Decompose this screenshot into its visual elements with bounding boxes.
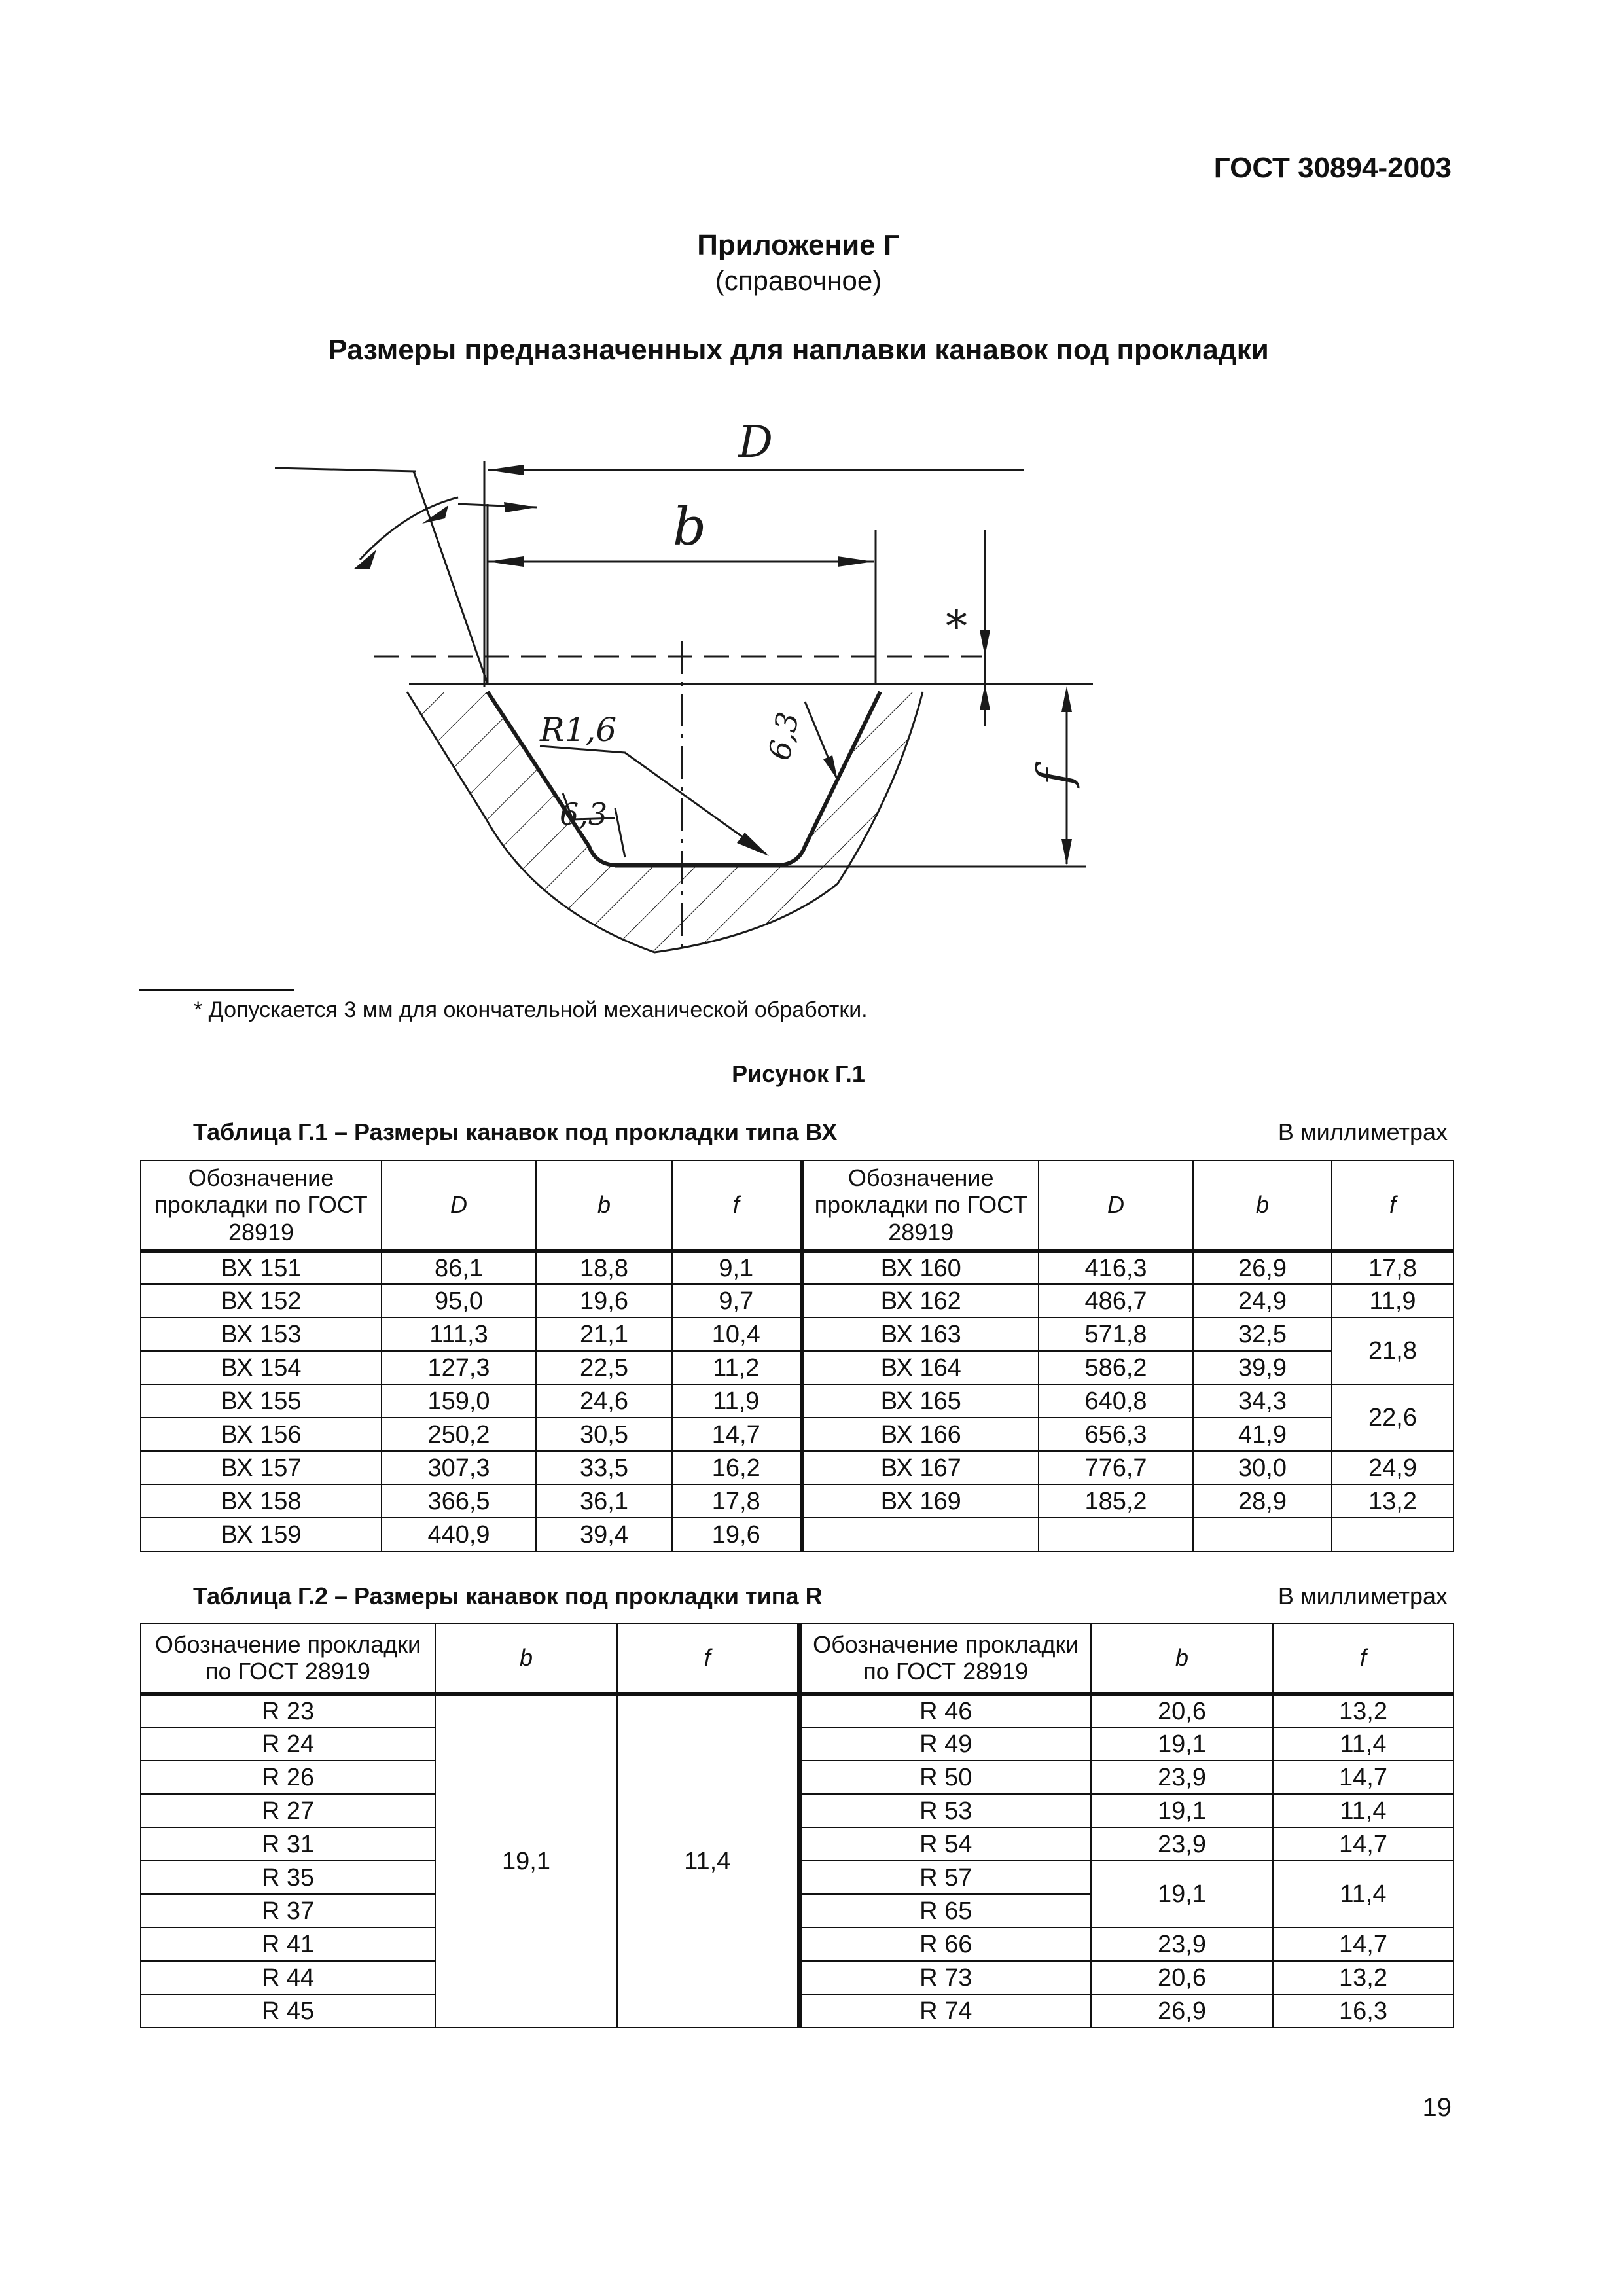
table-cell: 33,5 — [536, 1451, 672, 1484]
table-cell: 571,8 — [1039, 1318, 1193, 1351]
table1-header-d-left: D — [382, 1160, 536, 1251]
table1-header-f-right: f — [1332, 1160, 1454, 1251]
table-cell: 776,7 — [1039, 1451, 1193, 1484]
table-cell: R 50 — [799, 1761, 1091, 1794]
roughness-arrow-right — [823, 755, 838, 780]
table-cell: ВХ 155 — [141, 1384, 382, 1418]
table-cell: 185,2 — [1039, 1484, 1193, 1518]
table-cell: 17,8 — [1332, 1251, 1454, 1284]
table-cell: ВХ 156 — [141, 1418, 382, 1451]
table-cell: 307,3 — [382, 1451, 536, 1484]
table-cell: 17,8 — [672, 1484, 802, 1518]
table-cell: 36,1 — [536, 1484, 672, 1518]
label-star: * — [946, 601, 967, 652]
table-cell: ВХ 163 — [802, 1318, 1039, 1351]
table-cell: 11,9 — [672, 1384, 802, 1418]
table-cell: ВХ 158 — [141, 1484, 382, 1518]
table-cell: ВХ 165 — [802, 1384, 1039, 1418]
table-cell: 23,9 — [1091, 1827, 1273, 1861]
table-cell: 159,0 — [382, 1384, 536, 1418]
table-cell: R 31 — [141, 1827, 435, 1861]
table-row — [141, 1418, 1454, 1451]
table-row — [141, 1384, 1454, 1418]
table-cell — [1193, 1518, 1332, 1551]
table-cell — [1039, 1518, 1193, 1551]
label-b: b — [673, 496, 707, 557]
table-cell-merged: 11,4 — [617, 1694, 799, 2028]
table2-caption: Таблица Г.2 – Размеры канавок под прокладки типа R — [193, 1583, 823, 1609]
label-roughness-right: 6,3 — [761, 709, 806, 764]
table-cell: 10,4 — [672, 1318, 802, 1351]
table-cell: 14,7 — [1273, 1827, 1454, 1861]
figure-caption: Рисунок Г.1 — [732, 1060, 865, 1087]
table1-header-b-left: b — [536, 1160, 672, 1251]
table-cell: ВХ 157 — [141, 1451, 382, 1484]
table-cell: 127,3 — [382, 1351, 536, 1384]
table-cell: 22,5 — [536, 1351, 672, 1384]
table-cell: 11,2 — [672, 1351, 802, 1384]
table-cell: ВХ 166 — [802, 1418, 1039, 1451]
table-cell: R 54 — [799, 1827, 1091, 1861]
table-cell: R 73 — [799, 1961, 1091, 1994]
table2-header-designation-left: Обозначение прокладки по ГОСТ 28919 — [141, 1623, 435, 1694]
table2-header-b-right: b — [1091, 1623, 1273, 1694]
star-arrow-top — [980, 630, 990, 656]
table-cell: 486,7 — [1039, 1284, 1193, 1318]
table-cell: ВХ 164 — [802, 1351, 1039, 1384]
arc-arrow — [353, 550, 376, 569]
table-cell-merged: 22,6 — [1332, 1384, 1454, 1451]
table-cell: R 53 — [799, 1794, 1091, 1827]
table-cell-merged: 21,8 — [1332, 1318, 1454, 1384]
standard-code: ГОСТ 30894-2003 — [1213, 152, 1452, 184]
table-cell: 86,1 — [382, 1251, 536, 1284]
table-cell: 9,1 — [672, 1251, 802, 1284]
table-cell: 366,5 — [382, 1484, 536, 1518]
label-d: D — [738, 417, 773, 467]
table-cell: 41,9 — [1193, 1418, 1332, 1451]
table-cell: R 46 — [799, 1694, 1091, 1727]
table-cell: 19,6 — [536, 1284, 672, 1318]
table-cell: ВХ 160 — [802, 1251, 1039, 1284]
table-cell: 11,4 — [1273, 1794, 1454, 1827]
table-cell: 24,6 — [536, 1384, 672, 1418]
footnote: * Допускается 3 мм для окончательной механической обработки. — [194, 997, 868, 1022]
table-cell: 26,9 — [1091, 1994, 1273, 2028]
table-cell: 19,1 — [1091, 1794, 1273, 1827]
table2-units: В миллиметрах — [1277, 1583, 1448, 1609]
table-cell: R 23 — [141, 1694, 435, 1727]
table-cell: 39,9 — [1193, 1351, 1332, 1384]
table-cell: ВХ 154 — [141, 1351, 382, 1384]
page-heading: Размеры предназначенных для наплавки канавок под прокладки — [328, 334, 1269, 366]
table-cell: ВХ 152 — [141, 1284, 382, 1318]
table-cell-merged: 19,1 — [1091, 1861, 1273, 1928]
table2-header-row — [141, 1623, 1454, 1694]
table-cell: R 44 — [141, 1961, 435, 1994]
table-cell: 24,9 — [1193, 1284, 1332, 1318]
table-cell: 13,2 — [1273, 1694, 1454, 1727]
table1-header-designation-left: Обозначение прокладки по ГОСТ 28919 — [141, 1160, 382, 1251]
table-cell: 95,0 — [382, 1284, 536, 1318]
table-cell — [1332, 1518, 1454, 1551]
table-cell: 16,2 — [672, 1451, 802, 1484]
table-cell: R 35 — [141, 1861, 435, 1894]
table-cell: R 74 — [799, 1994, 1091, 2028]
table-row — [141, 1251, 1454, 1284]
arc-line — [360, 497, 458, 560]
table-cell: 19,6 — [672, 1518, 802, 1551]
table-cell: 14,7 — [1273, 1928, 1454, 1961]
table-row — [141, 1484, 1454, 1518]
table-cell: R 41 — [141, 1928, 435, 1961]
table-cell: 416,3 — [1039, 1251, 1193, 1284]
table-r-grooves — [140, 1623, 1454, 2028]
table-row — [141, 1318, 1454, 1351]
label-r16: R1,6 — [540, 711, 617, 749]
table-cell: 24,9 — [1332, 1451, 1454, 1484]
table-cell: R 66 — [799, 1928, 1091, 1961]
table1-caption: Таблица Г.1 – Размеры канавок под прокладки типа ВХ — [193, 1119, 838, 1145]
f-arrow-top — [1061, 686, 1072, 712]
table-cell: 28,9 — [1193, 1484, 1332, 1518]
table-cell: 39,4 — [536, 1518, 672, 1551]
label-f: f — [1027, 768, 1081, 785]
table-cell: R 49 — [799, 1727, 1091, 1761]
table1-header-row — [141, 1160, 1454, 1251]
d-arrow — [488, 465, 524, 475]
table-cell: 14,7 — [1273, 1761, 1454, 1794]
table-cell: 16,3 — [1273, 1994, 1454, 2028]
table1-header-f-left: f — [672, 1160, 802, 1251]
table-cell: 18,8 — [536, 1251, 672, 1284]
page-number: 19 — [1422, 2093, 1452, 2122]
table-cell: 640,8 — [1039, 1384, 1193, 1418]
table-cell: 30,0 — [1193, 1451, 1332, 1484]
table-cell: 34,3 — [1193, 1384, 1332, 1418]
table-row — [141, 1451, 1454, 1484]
table-cell: 23,9 — [1091, 1761, 1273, 1794]
groove-drawing — [262, 406, 1113, 962]
break-line-top — [275, 468, 416, 471]
table1-header-d-right: D — [1039, 1160, 1193, 1251]
table-cell: R 65 — [799, 1894, 1091, 1928]
table-cell: 20,6 — [1091, 1694, 1273, 1727]
table-cell: ВХ 169 — [802, 1484, 1039, 1518]
table-cell: ВХ 167 — [802, 1451, 1039, 1484]
chamfer-line — [414, 471, 488, 684]
table-cell: 13,2 — [1273, 1961, 1454, 1994]
table-cell: 13,2 — [1332, 1484, 1454, 1518]
table-bx-grooves — [140, 1160, 1454, 1552]
table-cell: 250,2 — [382, 1418, 536, 1451]
table-cell: ВХ 151 — [141, 1251, 382, 1284]
table-row — [141, 1694, 1454, 1727]
table2-header-f-left: f — [617, 1623, 799, 1694]
table-cell: 19,1 — [1091, 1727, 1273, 1761]
table-cell: 586,2 — [1039, 1351, 1193, 1384]
table-cell: R 26 — [141, 1761, 435, 1794]
table-cell: 21,1 — [536, 1318, 672, 1351]
table-cell: 656,3 — [1039, 1418, 1193, 1451]
table-cell: 32,5 — [1193, 1318, 1332, 1351]
b-arrow-left — [488, 556, 524, 567]
table-cell: 440,9 — [382, 1518, 536, 1551]
table2-header-f-right: f — [1273, 1623, 1454, 1694]
table2-header-designation-right: Обозначение прокладки по ГОСТ 28919 — [799, 1623, 1091, 1694]
table-cell-merged: 11,4 — [1273, 1861, 1454, 1928]
table-cell: ВХ 159 — [141, 1518, 382, 1551]
table1-header-designation-right: Обозначение прокладки по ГОСТ 28919 — [802, 1160, 1039, 1251]
footnote-rule — [139, 989, 294, 991]
table-cell: R 24 — [141, 1727, 435, 1761]
table-cell: 30,5 — [536, 1418, 672, 1451]
table-cell: 14,7 — [672, 1418, 802, 1451]
table2-header-b-left: b — [435, 1623, 617, 1694]
table-cell: R 27 — [141, 1794, 435, 1827]
table-row — [141, 1284, 1454, 1318]
table-cell: R 37 — [141, 1894, 435, 1928]
table1-header-b-right: b — [1193, 1160, 1332, 1251]
label-roughness-bottom: 6,3 — [560, 797, 608, 832]
table-cell: 9,7 — [672, 1284, 802, 1318]
table-cell: 11,4 — [1273, 1727, 1454, 1761]
table-cell: 20,6 — [1091, 1961, 1273, 1994]
table-cell: ВХ 162 — [802, 1284, 1039, 1318]
table-cell — [802, 1518, 1039, 1551]
table-cell: R 57 — [799, 1861, 1091, 1894]
table-cell: ВХ 153 — [141, 1318, 382, 1351]
b-arrow-right — [838, 556, 874, 567]
table-cell-merged: 19,1 — [435, 1694, 617, 2028]
appendix-subtitle: (справочное) — [715, 265, 882, 296]
arc-arrow-3 — [504, 502, 537, 512]
roughness-leader — [615, 808, 625, 857]
star-arrow-bottom — [980, 684, 990, 710]
table-cell: 11,9 — [1332, 1284, 1454, 1318]
table-cell: 26,9 — [1193, 1251, 1332, 1284]
table-cell: 23,9 — [1091, 1928, 1273, 1961]
table-row — [141, 1518, 1454, 1551]
table-cell: R 45 — [141, 1994, 435, 2028]
appendix-title: Приложение Г — [697, 229, 900, 261]
table1-units: В миллиметрах — [1277, 1119, 1448, 1145]
table-cell: 111,3 — [382, 1318, 536, 1351]
table-row — [141, 1351, 1454, 1384]
f-arrow-bottom — [1061, 839, 1072, 865]
